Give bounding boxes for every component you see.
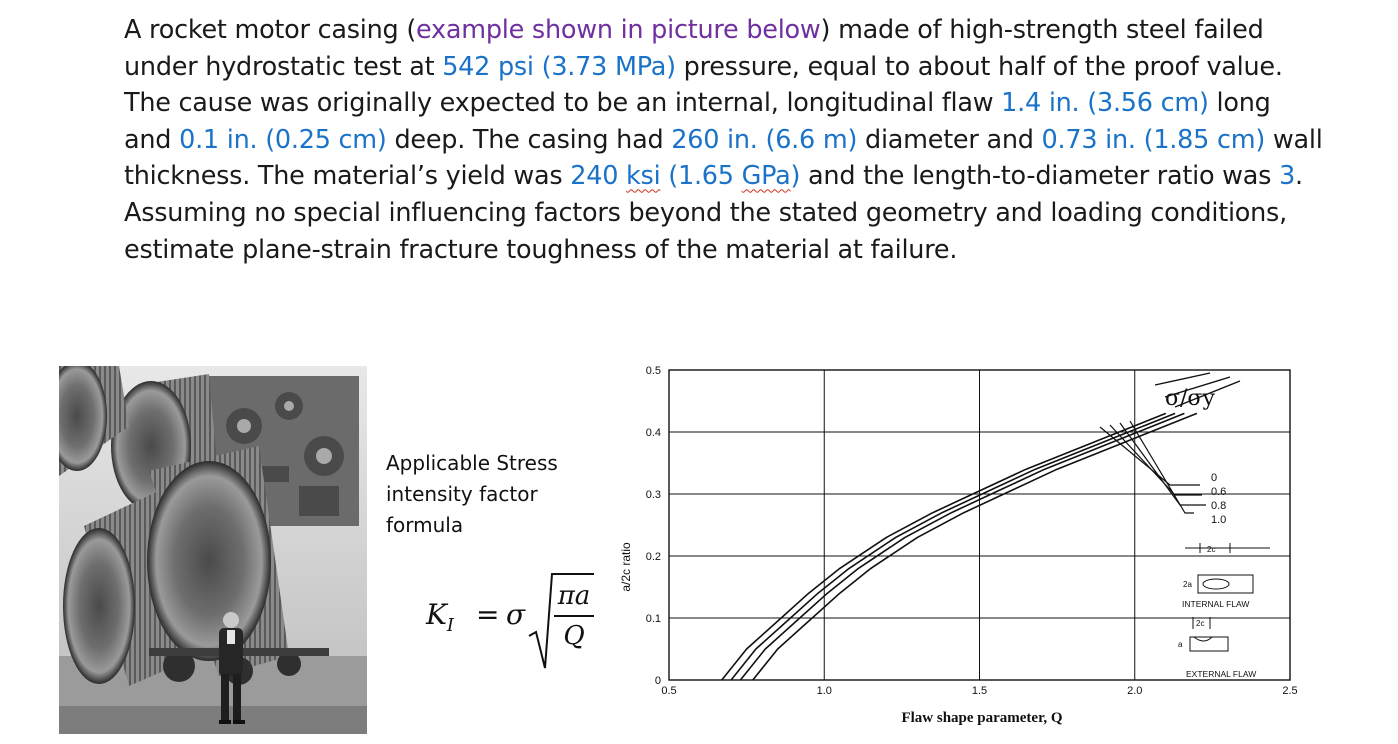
value-flaw-depth: 0.1 in. (0.25 cm) (179, 124, 387, 155)
legend-entry-0.6: 0.6 (1211, 486, 1227, 498)
yield-close-paren: ) (790, 161, 801, 192)
formula-lhs-subscript: I (446, 615, 455, 636)
x-tick-label: 1.5 (971, 685, 988, 697)
x-tick-label: 2.5 (1282, 685, 1298, 697)
text-segment: and the length-to-diameter ratio was (800, 161, 1280, 192)
legend-entry-0.8: 0.8 (1211, 500, 1227, 512)
inset-label-internal-flaw: INTERNAL FLAW (1182, 599, 1250, 609)
value-flaw-length: 1.4 in. (3.56 cm) (1001, 88, 1209, 119)
external-flaw-shape (1194, 637, 1212, 641)
text-segment: diameter and (857, 124, 1042, 155)
formula-equals: = (476, 598, 500, 631)
y-axis-label: a/2c ratio (619, 542, 633, 592)
x-axis-label: Flaw shape parameter, Q (901, 710, 1063, 726)
formula-numerator: πa (557, 581, 591, 611)
y-tick-label: 0.5 (645, 365, 661, 377)
inset-label-2c-external: 2c (1196, 619, 1205, 628)
legend-entry-1.0: 1.0 (1211, 514, 1227, 526)
value-ld-ratio: 3 (1279, 161, 1296, 192)
inset-label-a: a (1178, 640, 1183, 649)
text-segment: pressure, equal to about half of the proof value. The cause was originally expected to be an internal, longitudinal flaw (124, 51, 1283, 119)
series-line-0 (753, 413, 1197, 680)
value-diameter: 260 in. (6.6 m) (671, 124, 858, 155)
internal-flaw-box (1198, 575, 1253, 593)
flaw-shape-chart (610, 355, 1310, 735)
chart-curves (722, 413, 1197, 680)
formula-sigma: σ (506, 598, 526, 631)
value-wall-thickness: 0.73 in. (1.85 cm) (1041, 124, 1266, 155)
series-line-0.6 (740, 413, 1184, 680)
value-pressure: 542 psi (3.73 MPa) (442, 51, 676, 82)
legend-entry-0: 0 (1211, 472, 1218, 484)
y-tick-label: 0.3 (645, 489, 661, 501)
formula-caption: Applicable Stress intensity factor formula (386, 451, 558, 537)
rocket-engine-photo (59, 366, 367, 734)
text-segment: long and (124, 88, 1271, 155)
text-segment: deep. The casing had (386, 124, 672, 155)
legend-leaders (1100, 421, 1206, 513)
series-line-0.8 (731, 413, 1175, 680)
text-segment: wall thickness. The material’s yield was (124, 124, 1323, 192)
yield-unit-ksi: ksi (626, 161, 661, 192)
x-tick-label: 0.5 (661, 685, 677, 697)
chart-legend (1211, 472, 1226, 526)
inset-label-2c-internal: 2c (1207, 545, 1216, 554)
text-segment: A rocket motor casing ( (124, 15, 417, 45)
formula-lhs: $K_I$ (426, 598, 455, 636)
y-tick-label: 0.1 (645, 613, 661, 625)
sigma-ratio-annotation: σ/σy (1165, 386, 1215, 411)
inset-label-2a: 2a (1183, 580, 1192, 589)
chart-grid (669, 370, 1290, 680)
inset-label-external-flaw: EXTERNAL FLAW (1186, 669, 1257, 679)
yield-number: 240 (570, 161, 627, 192)
text-segment: ) made of high-strength steel failed under hydrostatic test at (124, 15, 1264, 82)
flaw-inset (1178, 543, 1270, 679)
internal-flaw-ellipse (1203, 579, 1229, 589)
problem-statement (124, 12, 1324, 268)
y-tick-label: 0 (654, 675, 661, 687)
x-tick-label: 1.0 (816, 685, 832, 697)
yield-si-number: (1.65 (660, 161, 742, 192)
yield-unit-gpa: GPa (741, 161, 791, 192)
text-segment: . Assuming no special influencing factors beyond the stated geometry and loading conditions, estimate plane-strain fracture toughness of the material at failure. (124, 161, 1303, 265)
value-yield (570, 161, 800, 191)
chart-ticks (646, 365, 1298, 697)
y-tick-label: 0.2 (645, 551, 661, 563)
formula-denominator: Q (563, 621, 585, 651)
stress-intensity-formula (414, 556, 614, 676)
y-tick-label: 0.4 (645, 427, 661, 439)
picture-reference: example shown in picture below (416, 15, 821, 45)
x-tick-label: 2.0 (1127, 685, 1143, 697)
